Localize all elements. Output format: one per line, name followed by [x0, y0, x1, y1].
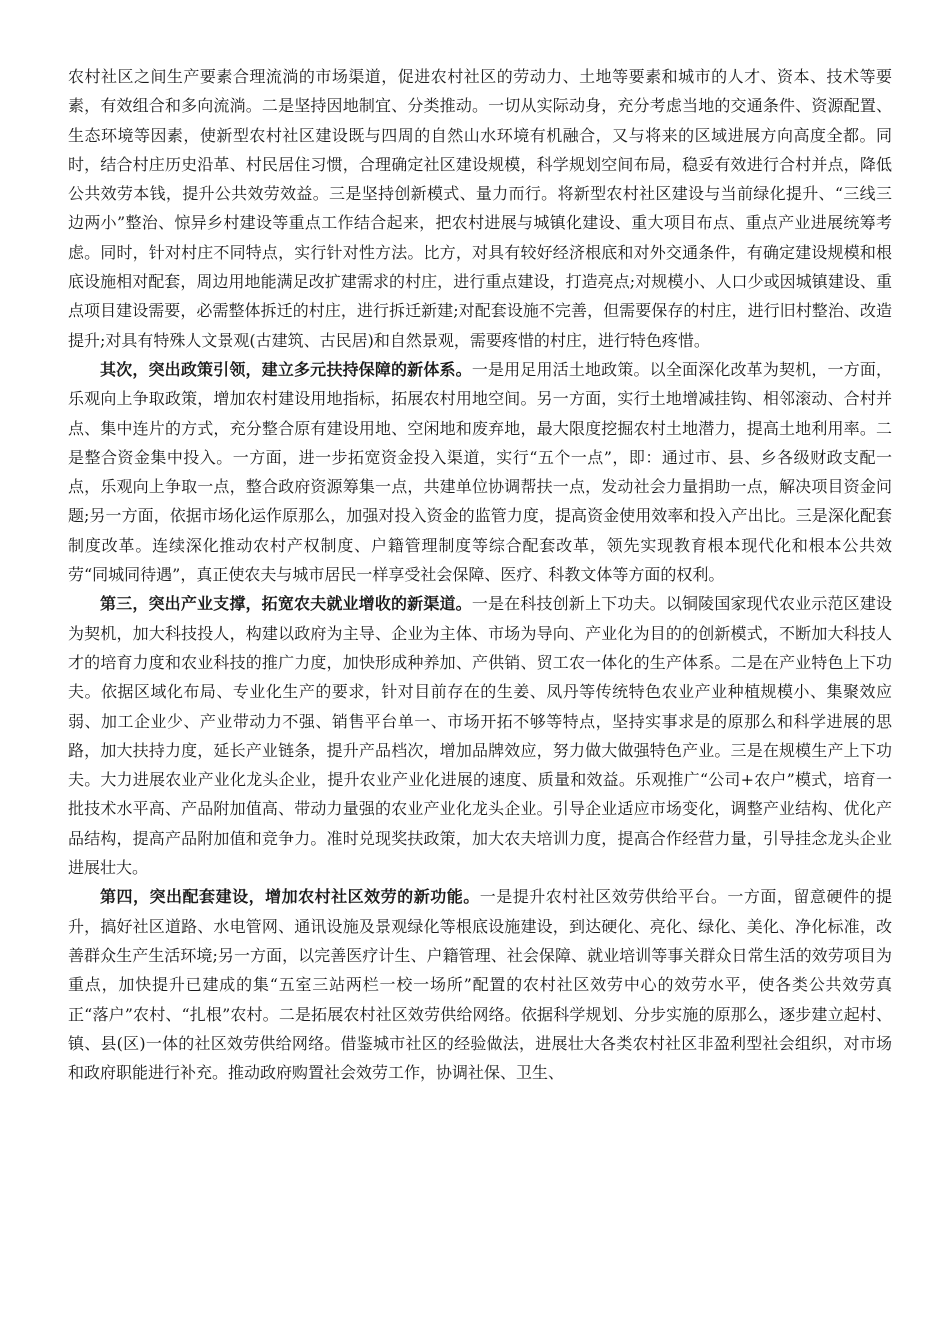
paragraph-4	[68, 882, 892, 1087]
document-page	[68, 62, 892, 1087]
paragraph-3	[68, 589, 892, 882]
paragraph-3-heading: 第三，突出产业支撑，拓宽农夫就业增收的新渠道。	[100, 594, 472, 614]
paragraph-1	[68, 62, 892, 355]
paragraph-1-body: 农村社区之间生产要素合理流淌的市场渠道，促进农村社区的劳动力、土地等要素和城市的人才、资本、技术等要素，有效组合和多向流淌。二是坚持因地制宜、分类推动。一切从实际动身，充分考虑当地的交通条件、资源配置、生态环境等因素，使新型农村社区建设既与四周的自然山水环境有机融合，又与将来的区域进展方向高度全都。同时，结合村庄历史沿革、村民居住习惯，合理确定社区建设规模，科学规划空间布局，稳妥有效进行合村并点，降低公共效劳本钱，提升公共效劳效益。三是坚持创新模式、量力而行。将新型农村社区建设与当前绿化提升、“三线三边两小”整治、惊异乡村建设等重点工作结合起来，把农村进展与城镇化建设、重大项目布点、重点产业进展统筹考虑。同时，针对村庄不同特点，实行针对性方法。比方，对具有较好经济根底和对外交通条件，有确定建设规模和根底设施相对配套，周边用地能满足改扩建需求的村庄，进行重点建设，打造亮点;对规模小、人口少或因城镇建设、重点项目建设需要，必需整体拆迁的村庄，进行拆迁新建;对配套设施不完善，但需要保存的村庄，进行旧村整治、改造提升;对具有特殊人文景观(古建筑、古民居)和自然景观，需要疼惜的村庄，进行特色疼惜。	[68, 67, 892, 350]
paragraph-2-heading: 其次，突出政策引领，建立多元扶持保障的新体系。	[100, 359, 472, 379]
paragraph-2-body: 一是用足用活土地政策。以全面深化改革为契机，一方面，乐观向上争取政策，增加农村建设用地指标，拓展农村用地空间。另一方面，实行土地增减挂钩、相邻滚动、合村并点、集中连片的方式，充分整合原有建设用地、空闲地和废弃地，最大限度挖掘农村土地潜力，提高土地利用率。二是整合资金集中投入。一方面，进一步拓宽资金投入渠道，实行“五个一点”，即：通过市、县、乡各级财政支配一点，乐观向上争取一点，整合政府资源筹集一点，共建单位协调帮扶一点，发动社会力量捐助一点，解决项目资金问题;另一方面，依据市场化运作原那么，加强对投入资金的监管力度，提高资金使用效率和投入产出比。三是深化配套制度改革。连续深化推动农村产权制度、户籍管理制度等综合配套改革，领先实现教育根本现代化和根本公共效劳“同城同待遇”，真正使农夫与城市居民一样享受社会保障、医疗、科教文体等方面的权利。	[68, 359, 892, 585]
paragraph-4-heading: 第四，突出配套建设，增加农村社区效劳的新功能。	[100, 887, 480, 907]
paragraph-4-body: 一是提升农村社区效劳供给平台。一方面，留意硬件的提升，搞好社区道路、水电管网、通讯设施及景观绿化等根底设施建设，到达硬化、亮化、绿化、美化、净化标准，改善群众生产生活环境;另一方面，以完善医疗计生、户籍管理、社会保障、就业培训等事关群众日常生活的效劳项目为重点，加快提升已建成的集“五室三站两栏一校一场所”配置的农村社区效劳中心的效劳水平，使各类公共效劳真正“落户”农村、“扎根”农村。二是拓展农村社区效劳供给网络。依据科学规划、分步实施的原那么，逐步建立起村、镇、县(区)一体的社区效劳供给网络。借鉴城市社区的经验做法，进展壮大各类农村社区非盈利型社会组织，对市场和政府职能进行补充。推动政府购置社会效劳工作，协调社保、卫生、	[68, 887, 892, 1083]
paragraph-2	[68, 355, 892, 589]
paragraph-3-body: 一是在科技创新上下功夫。以铜陵国家现代农业示范区建设为契机，加大科技投人，构建以政府为主导、企业为主体、市场为导向、产业化为目的的创新模式，不断加大科技人才的培育力度和农业科技的推广力度，加快形成种养加、产供销、贸工农一体化的生产体系。二是在产业特色上下功夫。依据区域化布局、专业化生产的要求，针对目前存在的生姜、凤丹等传统特色农业产业种植规模小、集聚效应弱、加工企业少、产业带动力不强、销售平台单一、市场开拓不够等特点，坚持实事求是的原那么和科学进展的思路，加大扶持力度，延长产业链条，提升产品档次，增加品牌效应，努力做大做强特色产业。三是在规模生产上下功夫。大力进展农业产业化龙头企业，提升农业产业化进展的速度、质量和效益。乐观推广“公司+农户”模式，培育一批技术水平高、产品附加值高、带动力量强的农业产业化龙头企业。引导企业适应市场变化，调整产业结构、优化产品结构，提高产品附加值和竞争力。准时兑现奖扶政策，加大农夫培训力度，提高合作经营力量，引导挂念龙头企业进展壮大。	[68, 594, 892, 878]
